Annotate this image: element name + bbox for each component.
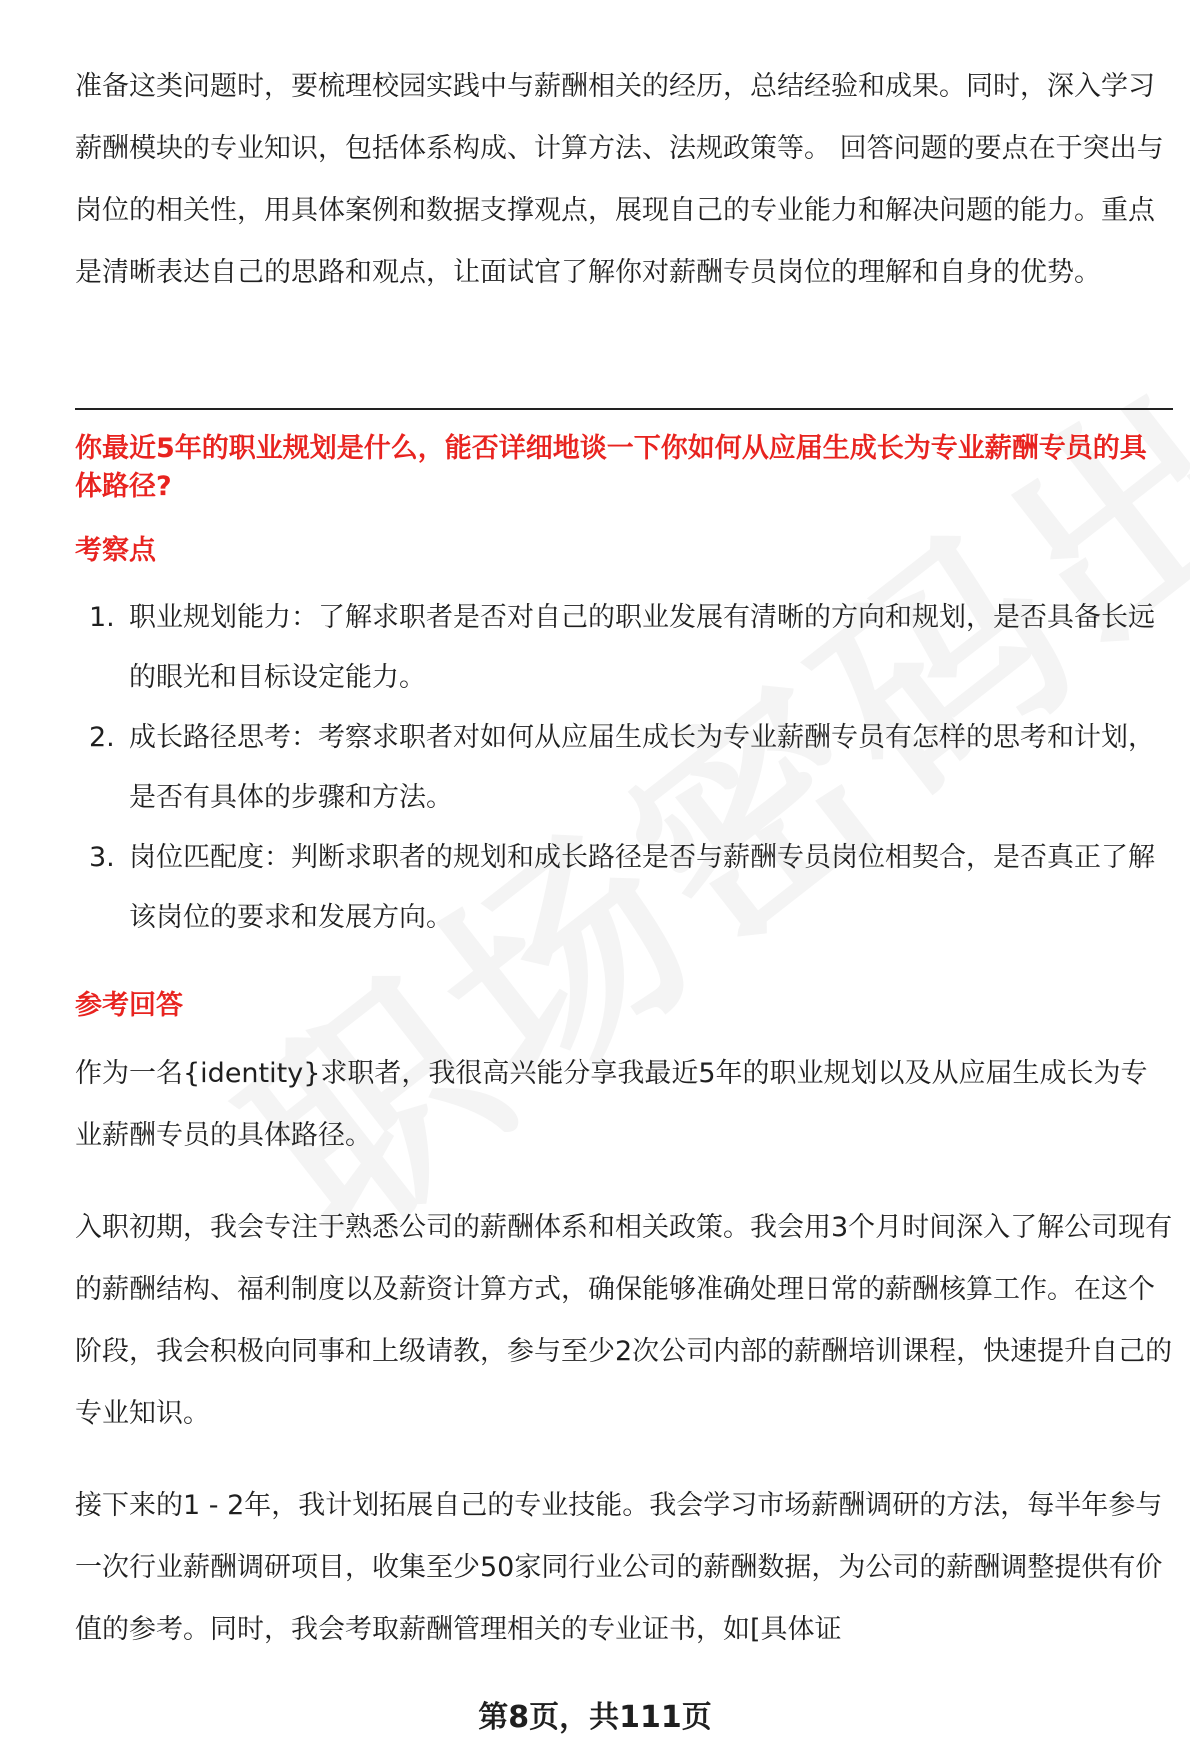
list-item-text: 职业规划能力：了解求职者是否对自己的职业发展有清晰的方向和规划，是否具备长远的眼光和目标设定能力。 <box>129 602 1155 693</box>
list-item-text: 岗位匹配度：判断求职者的规划和成长路径是否与薪酬专员岗位相契合，是否真正了解该岗位的要求和发展方向。 <box>129 842 1155 933</box>
list-number: 1. <box>89 602 115 633</box>
answer-section <box>75 1043 1173 1691</box>
answer-paragraph: 入职初期，我会专注于熟悉公司的薪酬体系和相关政策。我会用3个月时间深入了解公司现有的薪酬结构、福利制度以及薪资计算方式，确保能够准确处理日常的薪酬核算工作。在这个阶段，我会积极向同事和上级请教，参与至少2次公司内部的薪酬培训课程，快速提升自己的专业知识。 <box>75 1212 1173 1429</box>
answer-paragraph: 接下来的1 - 2年，我计划拓展自己的专业技能。我会学习市场薪酬调研的方法，每半年参与一次行业薪酬调研项目，收集至少50家同行业公司的薪酬数据，为公司的薪酬调整提供有价值的参考。同时，我会考取薪酬管理相关的专业证书，如[具体证 <box>75 1490 1163 1645</box>
points-list <box>75 588 1173 948</box>
section-divider <box>75 408 1173 410</box>
list-number: 3. <box>89 842 115 873</box>
list-number: 2. <box>89 722 115 753</box>
answer-heading: 参考回答 <box>75 990 183 1021</box>
list-item <box>75 708 1173 828</box>
points-heading: 考察点 <box>75 535 156 566</box>
page-footer: 第8页，共111页 <box>478 1700 712 1735</box>
answer-paragraph: 作为一名{identity}求职者，我很高兴能分享我最近5年的职业规划以及从应届生成长为专业薪酬专员的具体路径。 <box>75 1058 1148 1151</box>
list-item <box>75 588 1173 708</box>
intro-paragraph: 准备这类问题时，要梳理校园实践中与薪酬相关的经历，总结经验和成果。同时，深入学习薪酬模块的专业知识，包括体系构成、计算方法、法规政策等。 回答问题的要点在于突出与岗位的相关性，用具体案例和数据支撑观点，展现自己的专业能力和解决问题的能力。重点是清晰表达自己的思路和观点，让面试官了解你对薪酬专员岗位的理解和自身的优势。 <box>75 71 1164 288</box>
intro-section <box>75 56 1173 304</box>
question-heading: 你最近5年的职业规划是什么，能否详细地谈一下你如何从应届生成长为专业薪酬专员的具体路径? <box>75 433 1147 502</box>
list-item-text: 成长路径思考：考察求职者对如何从应届生成长为专业薪酬专员有怎样的思考和计划，是否有具体的步骤和方法。 <box>129 722 1155 813</box>
list-item <box>75 828 1173 948</box>
